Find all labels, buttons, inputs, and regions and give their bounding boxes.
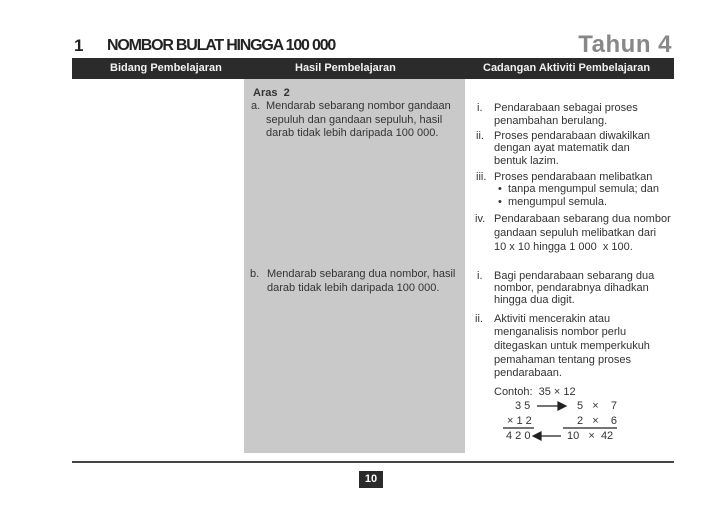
activity-line: Aktiviti mencerakin atau <box>494 313 611 325</box>
activity-line: hingga dua digit. <box>494 294 575 306</box>
example-right-value: 10 × 42 <box>567 430 614 442</box>
column-header-suggested-activities: Cadangan Aktiviti Pembelajaran <box>483 62 651 74</box>
example-title: Contoh: 35 × 12 <box>494 386 576 398</box>
section-title: NOMBOR BULAT HINGGA 100 000 <box>107 37 336 54</box>
section-number: 1 <box>74 36 83 55</box>
outcome-a-label: a. <box>251 100 261 112</box>
activity-line: Proses pendarabaan melibatkan <box>494 171 653 183</box>
bullet-item: • tanpa mengumpul semula; dan <box>498 183 660 195</box>
activity-label: ii. <box>475 313 483 325</box>
activity-line: menganalisis nombor perlu <box>494 326 627 338</box>
activity-label: i. <box>477 270 483 282</box>
activity-label: iv. <box>475 213 486 225</box>
level-label: Aras 2 <box>253 87 290 99</box>
activity-line: ditegaskan untuk memperkukuh <box>494 340 650 352</box>
activity-line: bentuk lazim. <box>494 155 559 167</box>
outcome-b-line: Mendarab sebarang dua nombor, hasil <box>267 268 456 280</box>
example-right-value: 5 × 7 <box>577 400 618 412</box>
activity-label: ii. <box>476 130 484 142</box>
bottom-rule <box>72 461 674 463</box>
column-header-learning-outcomes: Hasil Pembelajaran <box>295 62 396 74</box>
outcome-a-line: Mendarab sebarang nombor gandaan <box>266 100 451 112</box>
example-left-value: 4 2 0 <box>506 430 531 442</box>
example-left-value: 3 5 <box>515 400 531 412</box>
outcome-a-line: darab tidak lebih daripada 100 000. <box>266 127 439 139</box>
outcome-a-line: sepuluh dan gandaan sepuluh, hasil <box>266 114 443 126</box>
arrow-head-icon <box>533 432 541 440</box>
column-header-learning-area: Bidang Pembelajaran <box>110 62 222 74</box>
bullet-item: • mengumpul semula. <box>498 196 608 208</box>
arrow-head-icon <box>558 402 566 410</box>
activity-line: pemahaman tentang proses <box>494 354 631 366</box>
outcome-b-label: b. <box>250 268 260 280</box>
activity-line: pendarabaan. <box>494 367 562 379</box>
year-label: Tahun 4 <box>578 31 672 58</box>
activity-line: Pendarabaan sebarang dua nombor <box>494 213 671 225</box>
page-number: 10 <box>359 471 383 488</box>
activity-line: nombor, pendarabnya dihadkan <box>494 282 649 294</box>
example-left-value: × 1 2 <box>507 415 532 427</box>
activity-line: Pendarabaan sebagai proses <box>494 102 638 114</box>
outcome-b-line: darab tidak lebih daripada 100 000. <box>267 282 440 294</box>
activity-line: gandaan sepuluh melibatkan dari <box>494 227 657 239</box>
example-right-value: 2 × 6 <box>577 415 618 427</box>
activity-line: dengan ayat matematik dan <box>494 142 630 154</box>
activity-line: 10 x 10 hingga 1 000 x 100. <box>494 241 633 253</box>
activity-line: penambahan berulang. <box>494 115 608 127</box>
activity-line: Proses pendarabaan diwakilkan <box>494 130 650 142</box>
activity-label: i. <box>477 102 483 114</box>
activity-line: Bagi pendarabaan sebarang dua <box>494 270 655 282</box>
activity-label: iii. <box>476 171 487 183</box>
